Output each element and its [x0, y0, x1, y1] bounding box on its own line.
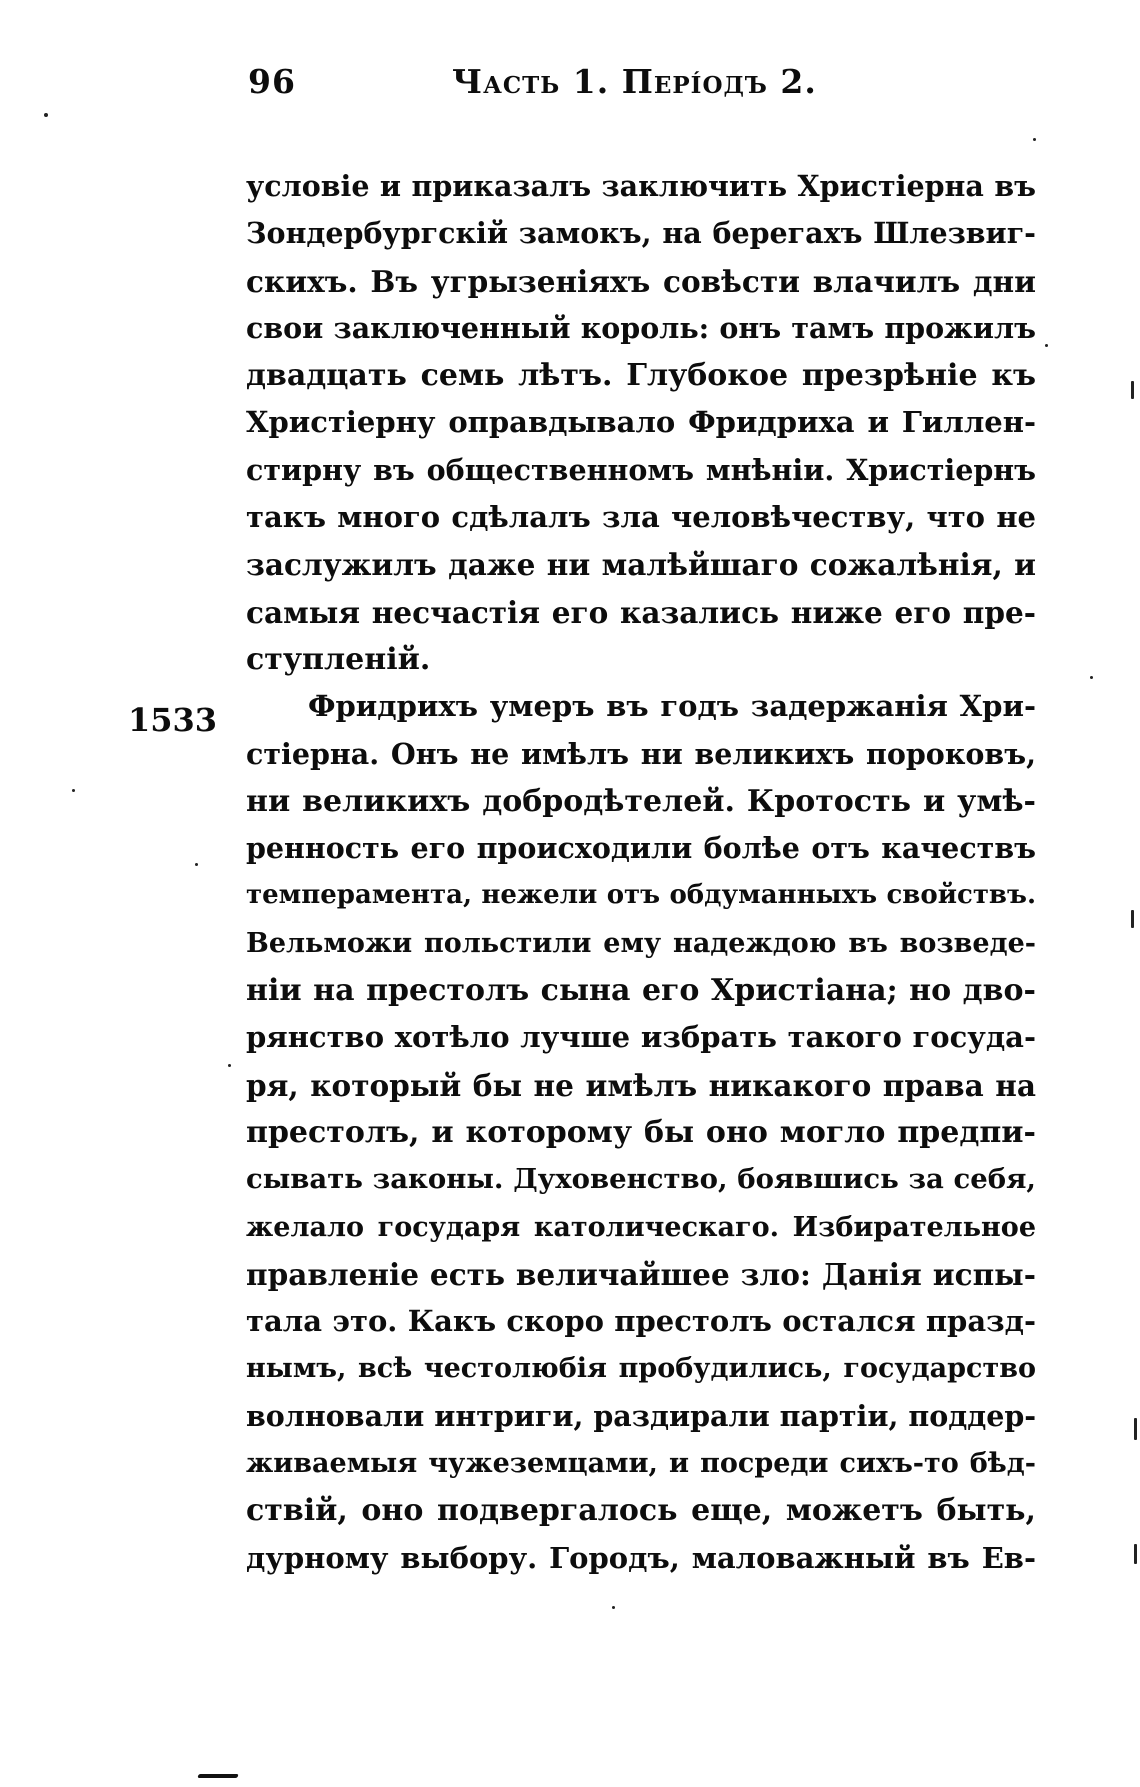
speck [1131, 910, 1134, 928]
text-line: желало государя католическаго. Избирательное [246, 1211, 1036, 1243]
text-line: ря, который бы не имѣлъ никакого права на [246, 1067, 1036, 1103]
text-line: стіерна. Онъ не имѣлъ ни великихъ пороковъ, [246, 736, 1036, 771]
speck [1134, 1544, 1137, 1564]
text-line: тала это. Какъ скоро престолъ остался празд- [246, 1304, 1036, 1339]
text-line: нымъ, всѣ честолюбія пробудились, государство [246, 1353, 1036, 1385]
speck [612, 1606, 615, 1609]
running-head: Часть 1. Перíодъ 2. [452, 62, 817, 101]
speck [44, 113, 48, 117]
text-line: Вельможи польстили ему надеждою въ возведе- [246, 927, 1036, 959]
text-line: правленіе есть величайшее зло: Данія испы- [246, 1256, 1036, 1292]
text-line: стирну въ общественномъ мнѣніи. Христіернъ [246, 452, 1036, 487]
text-line: ни великихъ добродѣтелей. Кротость и умѣ- [246, 783, 1036, 819]
body-text [246, 163, 1036, 1582]
speck [1131, 381, 1134, 399]
text-line: рянство хотѣло лучше избрать такого госуда- [246, 1020, 1036, 1055]
speck [72, 789, 75, 792]
paragraph-1 [246, 163, 1036, 683]
margin-year-note: 1533 [128, 701, 218, 739]
text-line: такъ много сдѣлалъ зла человѣчеству, что не [246, 500, 1036, 535]
text-line: свои заключенный король: онъ тамъ прожилъ [246, 310, 1036, 345]
text-line: скихъ. Въ угрызеніяхъ совѣсти влачилъ дни [246, 263, 1036, 299]
speck [1045, 344, 1048, 347]
text-line: сывать законы. Духовенство, боявшись за себя, [246, 1163, 1036, 1196]
speck [195, 863, 198, 866]
text-line: волновали интриги, раздирали партіи, поддер- [246, 1398, 1037, 1433]
text-line: ніи на престолъ сына его Христіана; но дво- [246, 973, 1036, 1009]
text-line: двадцать семь лѣтъ. Глубокое презрѣніе къ [246, 358, 1036, 394]
text-line: Зондербургскій замокъ, на берегахъ Шлезвиг- [246, 216, 1036, 251]
speck [1134, 1418, 1137, 1440]
text-line: ступленій. [246, 641, 431, 677]
text-line: престолъ, и которому бы оно могло предпи- [246, 1114, 1036, 1150]
text-line: Христіерну оправдывало Фридриха и Гиллен- [246, 405, 1036, 440]
speck [1033, 138, 1036, 141]
paragraph-2 [246, 683, 1036, 1582]
text-line: ренность его происходили болѣе отъ качествъ [246, 831, 1036, 866]
text-line: темперамента, нежели отъ обдуманныхъ свойствъ. [246, 880, 1036, 911]
speck [228, 1064, 231, 1067]
text-line: живаемыя чужеземцами, и посреди сихъ-то бѣд- [246, 1448, 1036, 1480]
text-line: самыя несчастія его казались ниже его пре- [246, 594, 1036, 630]
text-line: условіе и приказалъ заключить Христіерна въ [246, 169, 1036, 203]
page-header [240, 62, 1040, 118]
text-line: ствій, оно подвергалось еще, можетъ быть, [246, 1493, 1036, 1529]
text-line: дурному выбору. Городъ, маловажный въ Ев- [246, 1540, 1036, 1575]
speck [1090, 676, 1093, 679]
footer-mark [197, 1774, 238, 1778]
text-line: Фридрихъ умеръ въ годъ задержанія Хри- [308, 689, 1036, 724]
text-line: заслужилъ даже ни малѣйшаго сожалѣнія, и [246, 547, 1036, 583]
page-number: 96 [248, 62, 296, 101]
